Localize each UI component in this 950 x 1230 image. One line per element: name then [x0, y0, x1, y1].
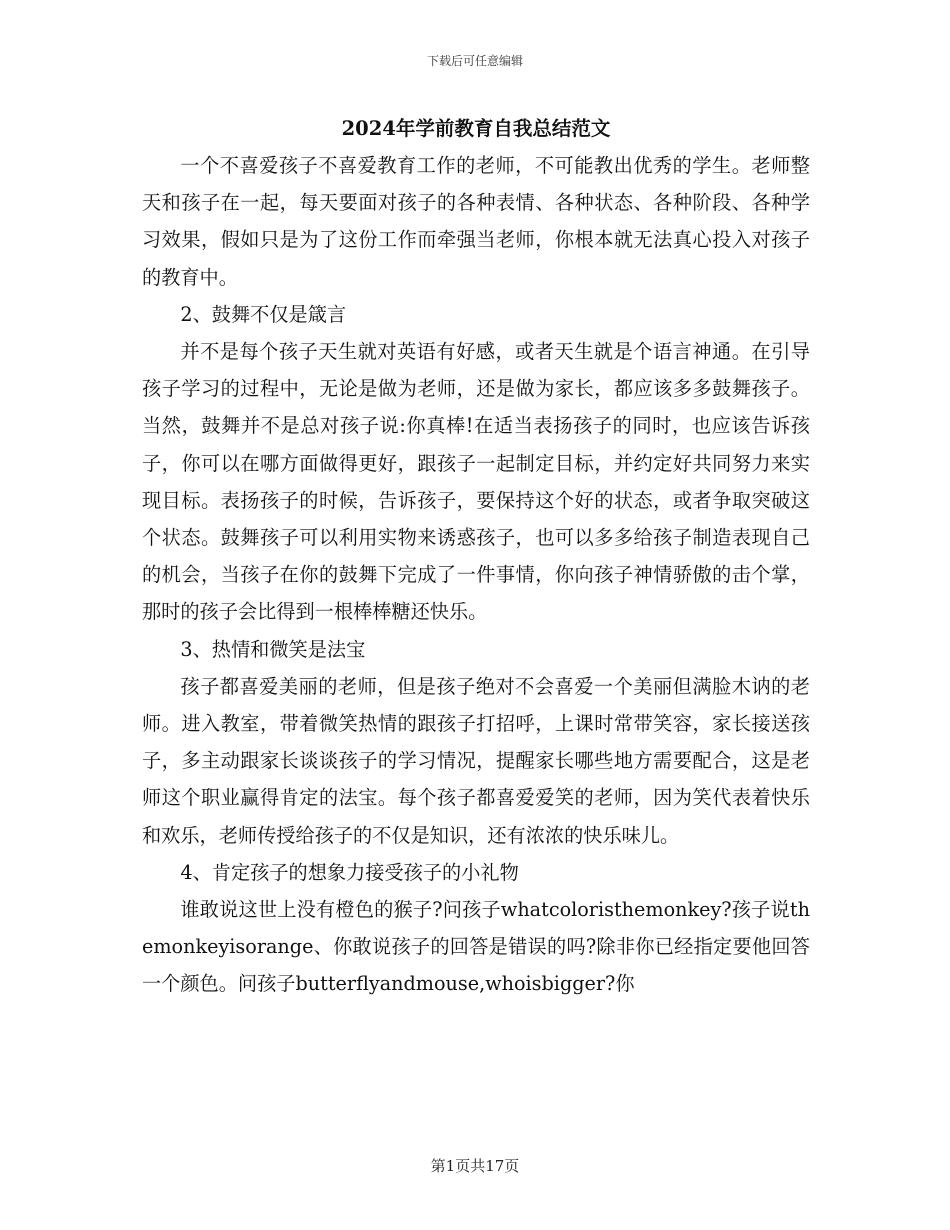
document-title: 2024年学前教育自我总结范文: [341, 117, 611, 140]
page-number: 第1页共17页: [430, 1157, 520, 1175]
section-heading-3: 3、热情和微笑是法宝: [180, 637, 366, 661]
page-header-note: 下载后可任意编辑: [426, 54, 523, 68]
paragraph-smile: 孩子都喜爱美丽的老师，但是孩子绝对不会喜爱一个美丽但满脸木讷的老师。进入教室，带着微笑热情的跟孩子打招呼，上课时常带笑容，家长接送孩子，多主动跟家长谈谈孩子的学习情况，提醒家长哪些地方需要配合，这是老师这个职业赢得肯定的法宝。每个孩子都喜爱爱笑的老师，因为笑代表着快乐和欢乐，老师传授给孩子的不仅是知识，还有浓浓的快乐味儿。: [142, 674, 810, 847]
paragraph-imagination: 谁敢说这世上没有橙色的猴子?问孩子whatcoloristhemonkey?孩子说themonkeyisorange、你敢说孩子的回答是错误的吗?除非你已经指定要他回答一个颜色。问孩子butterflyandmouse,whoisbigger?你: [142, 898, 810, 996]
document-body: [142, 110, 810, 1003]
section-heading-2: 2、鼓舞不仅是箴言: [180, 302, 347, 326]
section-heading-4: 4、肯定孩子的想象力接受孩子的小礼物: [180, 860, 519, 884]
paragraph-intro: 一个不喜爱孩子不喜爱教育工作的老师，不可能教出优秀的学生。老师整天和孩子在一起，每天要面对孩子的各种表情、各种状态、各种阶段、各种学习效果，假如只是为了这份工作而牵强当老师，你根本就无法真心投入对孩子的教育中。: [142, 154, 810, 289]
paragraph-encouragement: 并不是每个孩子天生就对英语有好感，或者天生就是个语言神通。在引导孩子学习的过程中，无论是做为老师，还是做为家长，都应该多多鼓舞孩子。当然，鼓舞并不是总对孩子说:你真棒!在适当表扬孩子的同时，也应该告诉孩子，你可以在哪方面做得更好，跟孩子一起制定目标，并约定好共同努力来实现目标。表扬孩子的时候，告诉孩子，要保持这个好的状态，或者争取突破这个状态。鼓舞孩子可以利用实物来诱惑孩子，也可以多多给孩子制造表现自己的机会，当孩子在你的鼓舞下完成了一件事情，你向孩子神情骄傲的击个掌，那时的孩子会比得到一根棒棒糖还快乐。: [142, 340, 810, 624]
